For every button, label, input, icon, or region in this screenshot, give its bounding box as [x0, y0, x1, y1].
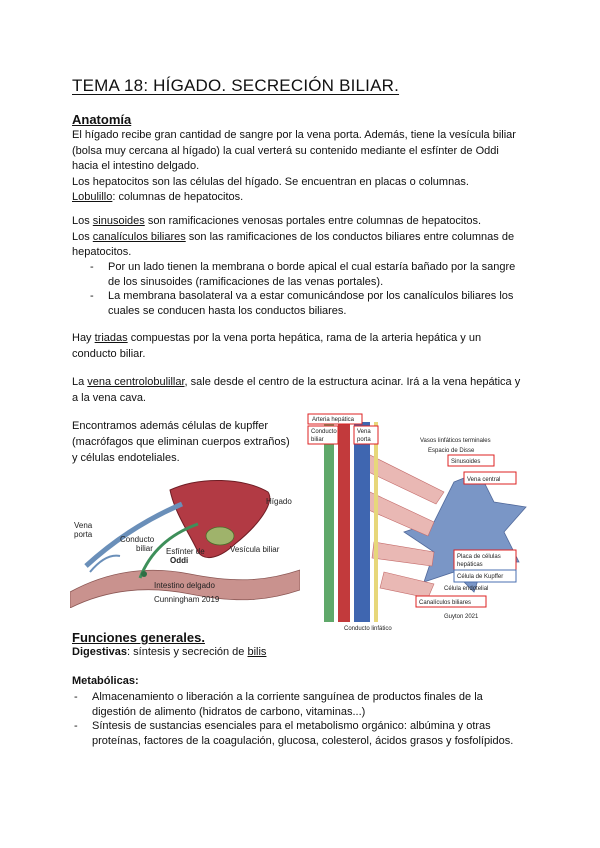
label-digestivas: Digestivas	[72, 646, 128, 658]
bullet-dash: -	[90, 290, 94, 302]
text-line: a la vena cava.	[72, 391, 146, 404]
bullet-dash: -	[74, 691, 78, 703]
term-lobulillo: Lobulillo	[72, 191, 113, 204]
section-heading-funciones: Funciones generales.	[72, 630, 205, 645]
hepatic-artery-vessel	[338, 422, 350, 622]
bullet-item	[90, 289, 528, 319]
text: a la corriente sanguínea de productos finales de la	[233, 691, 483, 703]
label-linfatico: Conducto linfático	[344, 626, 392, 632]
label-intestino: Intestino delgado	[154, 581, 215, 590]
text-line: proteínas, factores de la coagulación, glucosa, colesterol, ácidos grasos y fosfolípidos.	[92, 735, 514, 747]
label-conducto-1: Conducto	[311, 429, 337, 435]
figure-credit: Guyton 2021	[444, 614, 479, 620]
text: Los	[72, 215, 93, 227]
label-conducto-2: biliar	[136, 544, 153, 553]
text: compuestas por la vena porta hepática, rama de la arteria hepática y un	[127, 332, 482, 344]
bullet-dash: -	[90, 261, 94, 273]
label-canaliculos: Canalículos biliares	[419, 600, 472, 606]
vena-paragraph	[72, 375, 532, 406]
text: son las ramificaciones de los conductos biliares entre columnas de	[185, 230, 515, 243]
term-sintesis: Síntesis	[92, 720, 132, 732]
term-sinusoides: sinusoides	[92, 215, 145, 227]
label-vena-1: Vena	[357, 429, 371, 435]
bullet-dash: -	[74, 720, 78, 732]
sinusoides-paragraph	[72, 214, 532, 261]
text: de sustancias esenciales para el metabolismo orgánico: albúmina y otras	[131, 720, 491, 732]
text-line: de los sinusoides (ramificaciones de las venas portales).	[108, 276, 384, 288]
text-line: Encontramos además células de kupffer	[72, 420, 269, 432]
text-line: Por un lado tienen la membrana o borde apical el cual estaría bañado por la sangre	[108, 261, 516, 273]
bullet-item	[74, 719, 542, 749]
portal-vein-vessel	[354, 422, 370, 622]
text-line	[92, 690, 532, 705]
label-esfinter-2: Oddi	[170, 556, 189, 565]
text: Los	[72, 230, 93, 243]
lymphatic-vessel	[374, 422, 378, 622]
kupffer-paragraph	[72, 418, 302, 466]
text-line: La membrana basolateral va a estar comunicándose por los canalículos biliares los	[108, 290, 514, 302]
label-vena-central: Vena central	[467, 477, 501, 483]
label-placas-1: Placa de células	[457, 554, 501, 560]
text-line: (macrófagos que eliminan cuerpos extraños)	[72, 436, 290, 448]
text: La	[72, 376, 88, 388]
label-esfinter-1: Esfínter de	[166, 547, 205, 556]
text-line: digestión de alimento (hidratos de carbono, vitaminas...)	[92, 706, 366, 718]
text-line: hepatocitos.	[72, 246, 132, 259]
text: o	[173, 691, 187, 703]
term-triadas: triadas	[94, 332, 128, 344]
label-vena-2: porta	[357, 437, 371, 443]
lobule-figure	[304, 412, 530, 634]
label-disse: Espacio de Disse	[428, 448, 475, 454]
figure-credit: Cunningham 2019	[154, 595, 220, 604]
section-heading-anatomia: Anatomía	[72, 112, 132, 127]
text-line: hacia el intestino delgado.	[72, 160, 200, 173]
text-line: conducto biliar.	[72, 347, 146, 360]
label-higado: Hígado	[266, 497, 292, 506]
term-bilis: bilis	[247, 646, 267, 658]
label-metabolicas: Metabólicas:	[72, 675, 139, 687]
bile-duct-vessel	[324, 422, 334, 622]
text: , sale desde el centro de la estructura acinar. Irá a la vena hepática y	[184, 376, 521, 388]
term-vena-centrolobulillar: vena centrolobulillar	[87, 376, 185, 388]
text-line: El hígado recibe gran cantidad de sangre por la vena porta. Además, tiene la vesícula biliar	[72, 129, 516, 141]
triadas-line	[72, 331, 532, 347]
sinusoides-line	[72, 214, 532, 230]
triadas-paragraph	[72, 331, 532, 362]
term-liberacion: liberación	[186, 691, 234, 703]
label-placas-2: hepáticas	[457, 562, 483, 568]
lobulillo-line	[72, 190, 532, 206]
anatomia-paragraph	[72, 128, 532, 206]
label-endotelial: Célula endotelial	[444, 586, 489, 592]
text: Hay	[72, 332, 95, 344]
text: : síntesis y secreción de	[127, 646, 248, 658]
digestivas-line	[72, 645, 532, 661]
label-vasos: Vasos linfáticos terminales	[420, 438, 491, 444]
text: son ramificaciones venosas portales entre columnas de hepatocitos.	[144, 215, 482, 227]
label-vena-porta-2: porta	[74, 530, 93, 539]
label-vesicula: Vesícula biliar	[230, 545, 280, 554]
label-vena-porta-1: Vena	[74, 521, 93, 530]
oddi-sphincter	[141, 571, 147, 577]
text-line: (bolsa muy cercana al hígado) la cual verterá su contenido mediante el esfínter de Oddi	[72, 144, 499, 157]
liver-gallbladder-figure	[70, 474, 300, 608]
label-conducto-2: biliar	[311, 437, 324, 443]
canaliculos-line	[72, 230, 532, 246]
text: : columnas de hepatocitos.	[112, 191, 244, 204]
bullet-item	[90, 260, 528, 290]
vena-line	[72, 375, 532, 391]
label-kupffer: Célula de Kupffer	[457, 574, 504, 580]
bullet-item	[74, 690, 532, 720]
label-arteria: Arteria hepática	[312, 417, 355, 423]
label-sinusoides: Sinusoides	[451, 459, 481, 465]
gallbladder-shape	[206, 527, 234, 545]
term-canaliculos: canalículos biliares	[92, 230, 186, 243]
text-line: y células endoteliales.	[72, 452, 180, 464]
text-line: Los hepatocitos son las células del hígado. Se encuentran en placas o columnas.	[72, 175, 469, 188]
text-line	[92, 719, 542, 734]
text-line: cuales se conducen hasta los conductos biliares.	[108, 305, 347, 317]
term-almacenamiento: Almacenamiento	[92, 691, 174, 703]
label-conducto-1: Conducto	[120, 535, 155, 544]
page-title: TEMA 18: HÍGADO. SECRECIÓN BILIAR.	[72, 76, 400, 95]
